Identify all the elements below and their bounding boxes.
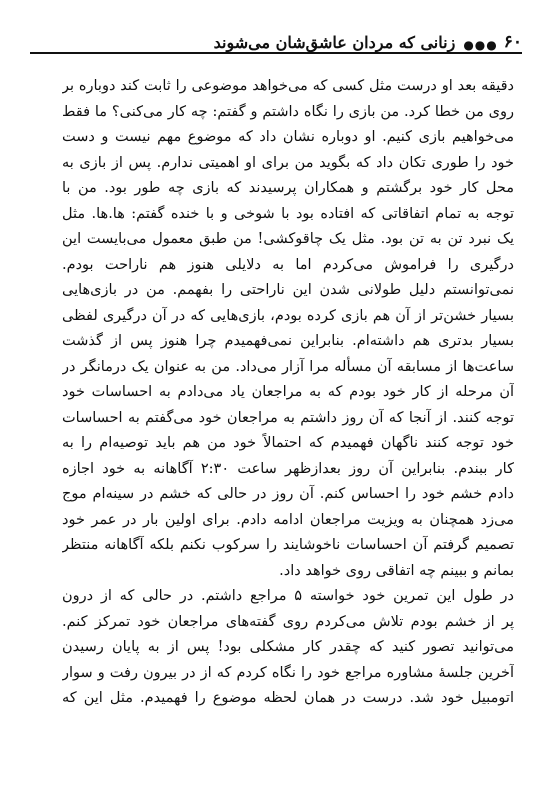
text-line: آخرین جلسهٔ مشاوره مراجع خود را نگاه کردم که از در بیرون رفت و سوار	[62, 664, 514, 681]
header-ornament: ●●●	[463, 38, 498, 52]
text-line: بمانم و ببینم چه اتفاقی روی خواهد داد.	[279, 562, 514, 579]
running-header	[30, 22, 522, 54]
text-line: پر از خشم بودم تلاش می‌کردم روی گفته‌های مراجعان خود تمرکز کنم.	[62, 613, 514, 630]
text-line: دادم خشم خود را احساس کنم. آن روز در حالی که خشم در سینه‌ام موج	[62, 486, 514, 502]
text-line: خود را طوری تکان داد که بگوید من برای او اهمیتی ندارم. پس از بازی به	[62, 154, 514, 171]
text-line: اتومبیل خود شد. درست در همان لحظه موضوع را فهمیدم. مثل این که	[62, 690, 514, 706]
text-line: یک نبرد تن به تن بود. مثل یک چاقوکشی! من طبق معمول می‌بایست این	[62, 231, 514, 247]
text-line: ساعت‌ها از مسابقه آن مسأله مرا آزار می‌داد. من به عنوان یک درمانگر در	[62, 358, 514, 375]
text-line: دقیقه بعد او درست مثل کسی که می‌خواهد موضوعی را ثابت کند دوباره بر	[62, 78, 514, 94]
text-line: می‌خواهیم بازی کنیم. او دوباره نشان داد که موضوع مهم نیست و دست	[62, 129, 514, 145]
chapter-title: زنانی که مردان عاشق‌شان می‌شوند	[213, 33, 456, 52]
text-line: می‌زد همچنان به ویزیت مراجعان ادامه دادم. برای اولین بار در عمر خود	[62, 511, 514, 528]
page-number: ۶۰	[503, 32, 522, 52]
text-line: تصمیم گرفتم آن احساسات ناخوشایند را سرکوب نکنم بلکه آگاهانه منتظر	[62, 537, 514, 553]
body-text	[62, 74, 514, 712]
text-line: روی من خطا کرد. من بازی را نگاه داشتم و گفتم: چه کار می‌کنی؟ ما فقط	[62, 103, 514, 120]
text-line: بسیار خشن‌تر از آن هم بازی کرده بودم، بازی‌هایی که در آن درگیری لفظی	[62, 307, 514, 324]
text-line: توجه به تمام اتفاقاتی که افتاده بود با شوخی و با خنده گفتم: ها.ها. مثل	[62, 205, 514, 222]
text-line: نمی‌توانستم دلیل طولانی شدن این ناراحتی را بفهمم. من در بازی‌هایی	[62, 282, 514, 298]
text-line: بسیار بدتری هم داشته‌ام. بنابراین نمی‌فهمیدم چرا هنوز پس از گذشت	[62, 333, 514, 349]
text-line: در طول این تمرین خود خواسته ۵ مراجع داشتم. در حالی که از درون	[62, 588, 514, 604]
text-line: توجه کنند. از آنجا که آن روز داشتم به مراجعان خود می‌گفتم به احساسات	[62, 409, 514, 426]
text-line: می‌توانید تصور کنید که چقدر کار مشکلی بود! پس از به پایان رسیدن	[62, 639, 514, 655]
text-line: آن مرحله از کار خود بودم که به مراجعان یاد می‌دادم به احساسات خود	[62, 384, 514, 400]
text-line: محل کار خود برگشتم و همکاران پرسیدند که بازی چه طور بود. من با	[62, 180, 514, 196]
text-line: درگیری را فراموش می‌کردم اما به دلایلی هنوز هم ناراحت بودم.	[62, 256, 514, 273]
text-line: خود توجه کنند ناگهان فهمیدم که احتمالاً خود من هم باید توصیه‌ام را به	[62, 435, 514, 451]
text-line: کار ببندم. بنابراین آن روز بعدازظهر ساعت ۲:۳۰ آگاهانه به خود اجازه	[62, 460, 514, 477]
